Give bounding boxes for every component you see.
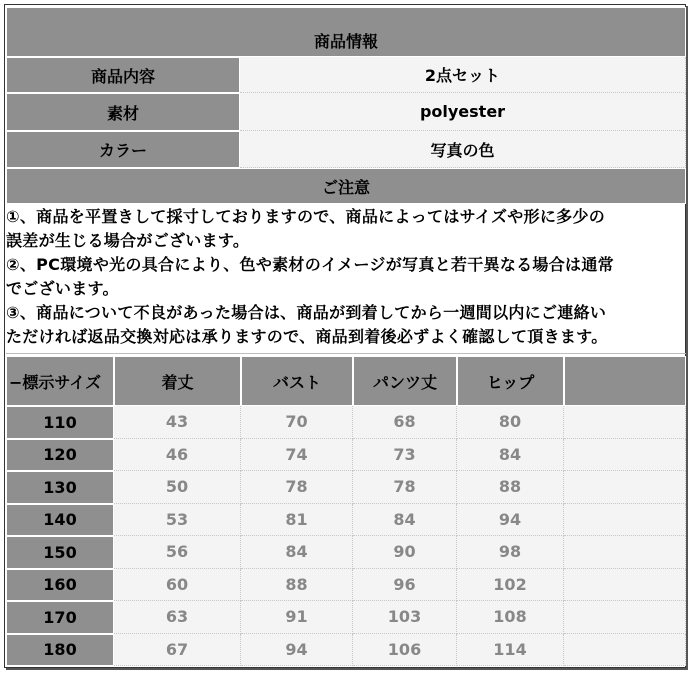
size-row-label: 150 (6, 536, 114, 569)
size-row-label: 130 (6, 471, 114, 504)
color-value: 写真の色 (240, 131, 686, 168)
size-cell-empty (564, 634, 686, 667)
product-content-label: 商品内容 (6, 57, 240, 93)
notice-line: ③、商品について不良があった場合は、商品が到着してから一週間以内にご連絡い (6, 303, 607, 322)
size-cell: 63 (114, 601, 241, 634)
notice-line: ①、商品を平置きして採寸しておりますので、商品によってはサイズや形に多少の (6, 207, 606, 226)
hip-header: ヒップ (457, 356, 564, 406)
size-cell: 56 (114, 536, 241, 569)
empty-header (564, 356, 686, 406)
size-cell: 91 (241, 601, 353, 634)
size-row-label: 110 (6, 406, 114, 439)
size-cell: 84 (353, 504, 457, 537)
size-cell: 90 (353, 536, 457, 569)
size-cell: 114 (457, 634, 564, 667)
notice-divider (6, 353, 686, 354)
length-header: 着丈 (114, 356, 241, 406)
size-cell: 78 (241, 471, 353, 504)
product-info-title: 商品情報 (6, 7, 686, 57)
size-cell-empty (564, 569, 686, 602)
size-cell: 60 (114, 569, 241, 602)
material-value: polyester (240, 93, 686, 131)
size-cell: 94 (241, 634, 353, 667)
size-cell: 80 (457, 406, 564, 439)
size-cell: 108 (457, 601, 564, 634)
notice-line: ただければ返品交換対応は承りますので、商品到着後必ずよく確認して頂きます。 (6, 327, 608, 346)
size-cell: 70 (241, 406, 353, 439)
size-cell: 106 (353, 634, 457, 667)
size-cell: 73 (353, 439, 457, 472)
size-cell: 67 (114, 634, 241, 667)
size-cell: 68 (353, 406, 457, 439)
size-cell-empty (564, 439, 686, 472)
size-cell: 98 (457, 536, 564, 569)
notice-line: でございます。 (6, 279, 119, 298)
size-cell: 74 (241, 439, 353, 472)
pants-length-header: パンツ丈 (353, 356, 457, 406)
size-cell-empty (564, 471, 686, 504)
size-cell: 78 (353, 471, 457, 504)
size-header: −標示サイズ (6, 356, 114, 406)
notice-title: ご注意 (6, 168, 686, 204)
size-row-label: 140 (6, 504, 114, 537)
size-cell: 94 (457, 504, 564, 537)
size-cell-empty (564, 536, 686, 569)
bust-header: バスト (241, 356, 353, 406)
size-cell: 102 (457, 569, 564, 602)
notice-text (6, 205, 686, 349)
size-cell-empty (564, 406, 686, 439)
size-cell: 96 (353, 569, 457, 602)
material-label: 素材 (6, 93, 240, 131)
color-label: カラー (6, 131, 240, 168)
size-cell: 81 (241, 504, 353, 537)
notice-line: ②、PC環境や光の具合により、色や素材のイメージが写真と若干異なる場合は通常 (6, 255, 614, 274)
size-cell: 88 (241, 569, 353, 602)
size-cell-empty (564, 504, 686, 537)
size-cell: 46 (114, 439, 241, 472)
size-row-label: 170 (6, 601, 114, 634)
size-cell-empty (564, 601, 686, 634)
size-cell: 88 (457, 471, 564, 504)
size-cell: 53 (114, 504, 241, 537)
size-cell: 43 (114, 406, 241, 439)
product-content-value: 2点セット (240, 57, 686, 93)
size-cell: 84 (241, 536, 353, 569)
size-row-label: 180 (6, 634, 114, 667)
size-cell: 103 (353, 601, 457, 634)
size-row-label: 120 (6, 439, 114, 472)
size-row-label: 160 (6, 569, 114, 602)
notice-line: 誤差が生じる場合がございます。 (6, 231, 250, 250)
size-cell: 50 (114, 471, 241, 504)
size-cell: 84 (457, 439, 564, 472)
